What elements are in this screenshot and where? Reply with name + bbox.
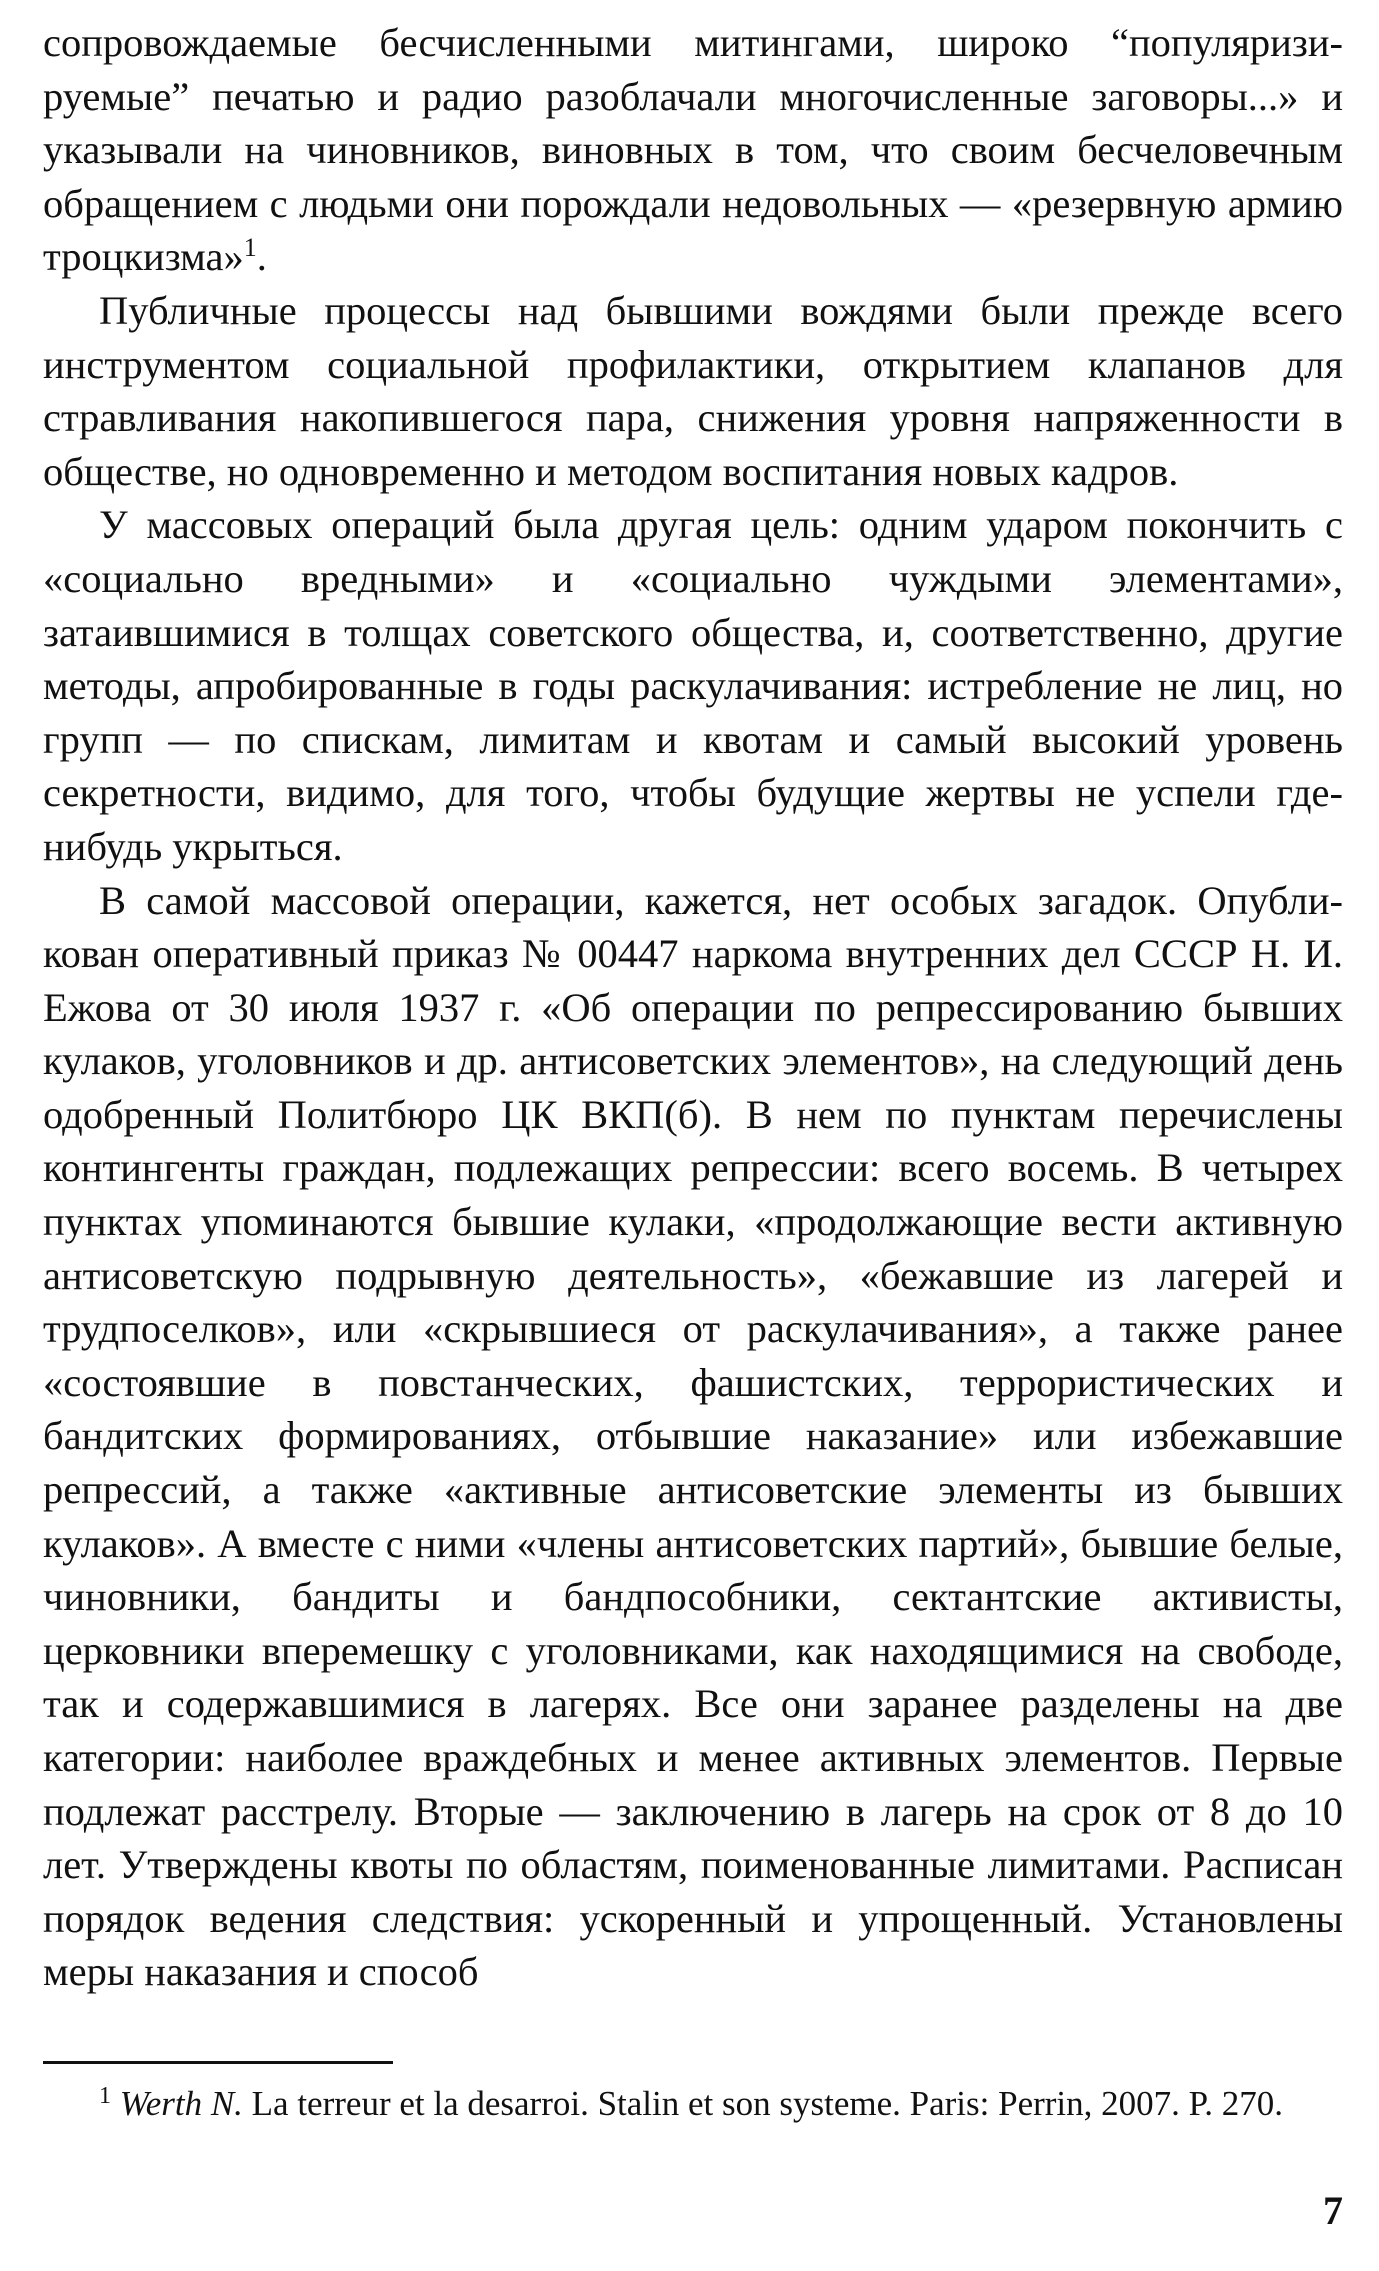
- paragraph-1-end: .: [256, 234, 267, 280]
- footnote-reference: 1: [243, 233, 257, 263]
- footnote-text: La terreur et la desarroi. Stalin et son systeme. Paris: Perrin, 2007. P. 270.: [251, 2084, 1283, 2123]
- page-body: [43, 16, 1343, 1999]
- footnote: [43, 2078, 1343, 2130]
- paragraph-4: В самой массовой операции, кажется, нет особых загадок. Опубликован оперативный приказ № 00447 наркома внутренних дел СССР Н. И. Ежова от 30 июля 1937 г. «Об операции по репрессированию бывших кулаков, уголовников и др. антисоветских элементов», на следующий день одобренный Политбюро ЦК ВКП(б). В нем по пунктам перечислены контингенты граждан, подлежащих репрессии: всего восемь. В четырех пунктах упоминаются бывшие кулаки, «продолжающие вести активную антисоветскую подрывную деятельность», «бежавшие из лагерей и трудпоселков», или «скрывшиеся от раскулачивания», а также ранее «состоявшие в повстанческих, фашистских, террористических и бандитских формированиях, отбывшие наказание» или избежавшие репрессий, а также «активные антисоветские элементы из бывших кулаков». А вместе с ними «члены антисоветских партий», бывшие белые, чиновники, бандиты и бандпособники, сектантские активисты, церковники вперемешку с уголовниками, как находящимися на свободе, так и содержавшимися в лагерях. Все они заранее разделены на две категории: наиболее враждебных и менее активных элементов. Первые подлежат расстрелу. Вторые — заключению в лагерь на срок от 8 до 10 лет. Утверждены квоты по областям, поименованные лимитами. Расписан порядок ведения следствия: ускоренный и упрощенный. Установлены меры наказания и способ: [43, 877, 1343, 1995]
- paragraph-2: Публичные процессы над бывшими вождями были прежде всего инструментом социальной профилактики, открытием клапанов для стравливания накопившегося пара, снижения уровня напряженности в обществе, но одновременно и методом воспитания новых кадров.: [43, 287, 1343, 494]
- footnote-divider: [43, 2061, 393, 2064]
- paragraph-3: У массовых операций была другая цель: одним ударом покончить с «социально вредными» и «социально чуждыми элементами», затаившимися в толщах советского общества, и, соответственно, другие методы, апробированные в годы раскулачивания: истребление не лиц, но групп — по спискам, лимитам и квотам и самый высокий уровень секретности, видимо, для того, чтобы будущие жертвы не успели где-нибудь укрыться.: [43, 502, 1343, 869]
- paragraph-1: [43, 16, 1343, 284]
- footnote-number: 1: [99, 2083, 111, 2109]
- page-number: 7: [1323, 2188, 1343, 2233]
- footnote-author: Werth N.: [119, 2084, 243, 2123]
- paragraph-1-text: сопровождаемые бесчисленными митингами, широко “популяризируемые” печатью и радио разоблачали многочисленные заговоры...» и указывали на чиновников, виновных в том, что своим бесчеловечным обращением с людьми они порождали недовольных — «резервную армию троцкизма»: [43, 20, 1343, 280]
